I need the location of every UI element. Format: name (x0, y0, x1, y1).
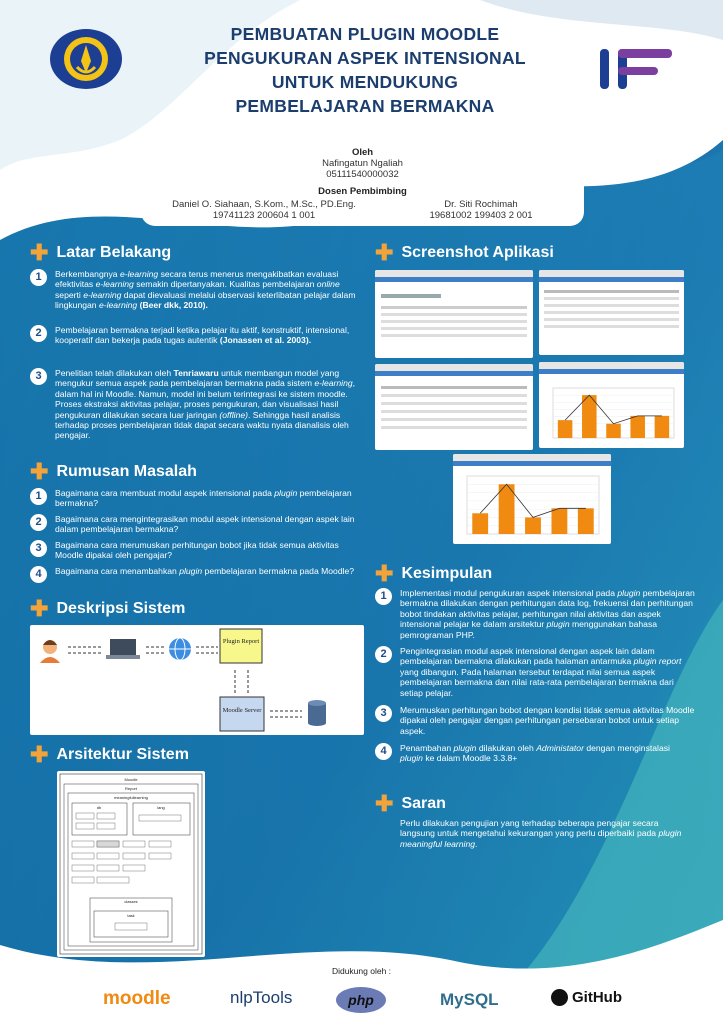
plugin-report-label: Plugin Report (222, 638, 260, 645)
latar-item-text: Penelitian telah dilakukan oleh Tenriawaru untuk membangun model yang mengukur semua aspek pada pembelajaran bermakna pada sistem e-learning, dalam hal ini Moodle. Namun, model ini belum terintegrasi ke sistem moodle. Proses ekstraksi aktivitas pelajar, proses pengukuran, dan visualisasi hasil pengukuran dilakukan secara luar jaringan (offline). Sehingga hasil analisis terhadap proses pembelajaran tidak dapat secara waktu nyata dianalisis oleh pengajar. (55, 368, 356, 441)
arch-moodle-label: Moodle (124, 777, 138, 782)
latar-item (30, 269, 364, 311)
number-badge: 1 (375, 588, 392, 605)
chart-bar (630, 416, 645, 438)
screenshot-table-2 (375, 364, 533, 450)
chart-bar (551, 508, 567, 534)
kesimpulan-item (375, 743, 695, 764)
moodle-logo: moodle (103, 988, 171, 1009)
advisor-label: Dosen Pembimbing (318, 186, 407, 197)
arch-classes-label: classes (124, 899, 138, 904)
chart-bar (558, 420, 573, 438)
number-badge: 1 (30, 488, 47, 505)
plus-icon: ✚ (30, 742, 49, 767)
section-deskripsi-sistem (30, 596, 186, 621)
arch-db-label: db (96, 805, 102, 810)
section-title: Latar Belakang (56, 244, 172, 261)
php-logo (336, 987, 386, 1013)
kesimpulan-item (375, 646, 695, 698)
number-badge: 3 (30, 368, 47, 385)
author-name: Nafingatun Ngaliah (322, 158, 403, 169)
number-badge: 3 (375, 705, 392, 722)
chart-bar (606, 424, 621, 438)
its-logo-icon (47, 27, 125, 91)
number-badge: 4 (30, 566, 47, 583)
title-line-4: PEMBELAJARAN BERMAKNA (235, 96, 495, 116)
plus-icon: ✚ (375, 240, 394, 265)
architecture-diagram (57, 771, 205, 957)
chart-bar (472, 513, 488, 534)
plus-icon: ✚ (30, 459, 49, 484)
advisor1-name: Daniel O. Siahaan, S.Kom., M.Sc., PD.Eng. (172, 199, 356, 210)
arch-ml-label: meaningfullearning (114, 795, 148, 800)
plus-icon: ✚ (30, 596, 49, 621)
screenshot-chart-large (453, 454, 611, 544)
section-rumusan-masalah (30, 459, 197, 484)
laptop-icon (106, 639, 140, 659)
rumusan-item (30, 514, 364, 535)
rumusan-item (30, 566, 364, 583)
advisor2-name: Dr. Siti Rochimah (444, 199, 518, 210)
author-box (141, 141, 584, 226)
section-arsitektur-sistem (30, 742, 189, 767)
rumusan-item-text: Bagaimana cara merumuskan perhitungan bobot jika tidak semua aktivitas Moodle dipakai oleh pengajar? (55, 540, 339, 561)
php-logo-text: php (348, 992, 374, 1008)
title-line-3: UNTUK MENDUKUNG (271, 72, 459, 92)
screenshot-meaningful-learning (375, 270, 533, 358)
number-badge: 2 (30, 514, 47, 531)
nlptools-logo: nlpTools (230, 988, 293, 1007)
rumusan-item-text: Bagaimana cara menambahkan plugin pembelajaran bermakna pada Moodle? (55, 566, 355, 576)
kesimpulan-item (375, 705, 695, 736)
author-nrp: 05111540000032 (326, 169, 399, 180)
kesimpulan-item-text: Pengintegrasian modul aspek intensional dengan aspek lain dalam pembelajaran bermakna dilakukan pada halaman antarmuka plugin report yang dibangun. Pada halaman tersebut terdapat nilai semua aspek pembelajaran bermakna dan nilai rata-rata pembelajaran bermakna dari setiap pelajar. (400, 646, 682, 698)
supported-by-label: Didukung oleh : (331, 966, 392, 976)
user-icon (40, 640, 60, 663)
section-latar-belakang (30, 240, 172, 265)
section-saran (375, 791, 446, 816)
rumusan-item-text: Bagaimana cara mengintegrasikan modul aspek intensional dengan aspek lain dalam pembelajaran bermakna? (55, 514, 355, 535)
poster-title (150, 22, 580, 118)
database-icon (308, 700, 326, 726)
screenshot-table-1 (539, 270, 684, 355)
screenshot-chart-small (539, 362, 684, 448)
latar-item (30, 325, 364, 346)
kesimpulan-item-text: Merumuskan perhitungan bobot dengan kondisi tidak semua aktivitas Moodle dipakai oleh pengajar dengan perhitungan persebaran bobot untuk setiap aspek. (400, 705, 695, 736)
number-badge: 4 (375, 743, 392, 760)
section-title: Screenshot Aplikasi (401, 244, 554, 261)
saran-text (400, 818, 692, 849)
globe-icon (169, 638, 191, 660)
section-title: Rumusan Masalah (56, 463, 197, 480)
github-logo-text: GitHub (572, 989, 622, 1006)
advisor1-nip: 19741123 200604 1 001 (212, 210, 316, 221)
section-title: Deskripsi Sistem (56, 600, 186, 617)
arch-report-label: Report (124, 786, 138, 791)
if-logo-icon (598, 45, 678, 93)
kesimpulan-item-text: Implementasi modul pengukuran aspek intensional pada plugin pembelajaran bermakna dilakukan dengan perhitungan data log, frekuensi dan perhitungan bobot tindakan aktivitas pelajar, perhitungan nilai aktivitas dan aspek intensional pelajar ke dalam arsitektur plugin menggunakan bahasa pemrograman PHP. (400, 588, 695, 640)
section-title: Arsitektur Sistem (56, 746, 189, 763)
plus-icon: ✚ (375, 791, 394, 816)
number-badge: 2 (30, 325, 47, 342)
section-screenshot-aplikasi (375, 240, 554, 265)
small-chart-svg (539, 374, 684, 448)
section-kesimpulan (375, 561, 493, 586)
system-description-diagram (30, 625, 364, 735)
architecture-svg (57, 771, 205, 957)
latar-item (30, 368, 364, 441)
author-by-label: Oleh (351, 147, 374, 158)
chart-bar (655, 416, 670, 438)
saran-body: Perlu dilakukan pengujian yang terhadap beberapa pengajar secara langsung untuk mengetahui kekurangan yang perlu diperbaiki pada plugin meaningful learning. (400, 818, 682, 849)
latar-item-text: Berkembangnya e-learning secara terus menerus mengakibatkan evaluasi efektivitas e-learning semakin dipertanyakan. Kualitas pembelajaran online seperti e-learning dapat dievaluasi melalui observasi keterlibatan pelajar dalam lingkungan e-learning (Beer dkk, 2010). (55, 269, 356, 311)
plus-icon: ✚ (30, 240, 49, 265)
chart-bar (578, 508, 594, 534)
github-icon (551, 989, 568, 1006)
rumusan-item (30, 488, 364, 509)
github-logo (551, 989, 622, 1006)
arch-lang-label: lang (157, 805, 165, 810)
rumusan-item-text: Bagaimana cara membuat modul aspek intensional pada plugin pembelajaran bermakna? (55, 488, 352, 509)
section-title: Saran (401, 795, 446, 812)
diagram-svg (30, 625, 364, 735)
plus-icon: ✚ (375, 561, 394, 586)
arch-task-label: task (127, 913, 135, 918)
title-line-2: PENGUKURAN ASPEK INTENSIONAL (204, 48, 526, 68)
kesimpulan-item-text: Penambahan plugin dilakukan oleh Administator dengan menginstalasi plugin ke dalam Moodle 3.3.8+ (400, 743, 670, 764)
latar-item-text: Pembelajaran bermakna terjadi ketika pelajar itu aktif, konstruktif, intensional, kooperatif dan bekerja pada tugas autentik (Jonassen et al. 2003). (55, 325, 350, 346)
number-badge: 3 (30, 540, 47, 557)
number-badge: 1 (30, 269, 47, 286)
big-chart-svg (453, 466, 611, 544)
advisor2-nip: 19681002 199403 2 001 (429, 210, 533, 221)
number-badge: 2 (375, 646, 392, 663)
mysql-logo: MySQL (440, 990, 499, 1009)
chart-bar (525, 517, 541, 534)
kesimpulan-item (375, 588, 695, 640)
title-line-1: PEMBUATAN PLUGIN MOODLE (230, 24, 500, 44)
rumusan-item (30, 540, 364, 561)
section-title: Kesimpulan (401, 565, 493, 582)
moodle-server-label: Moodle Server (222, 707, 262, 714)
